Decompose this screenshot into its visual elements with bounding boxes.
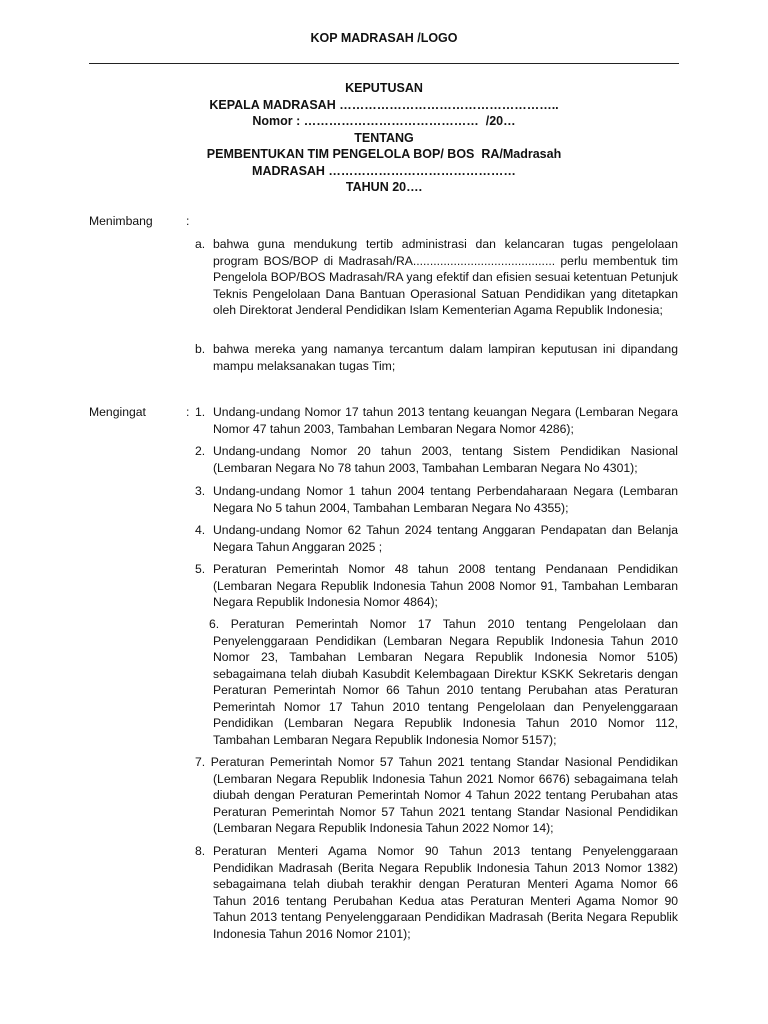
mengingat-item-1 — [195, 404, 678, 437]
menimbang-label: Menimbang — [89, 214, 153, 228]
item-text: Undang-undang Nomor 1 tahun 2004 tentang Perbendaharaan Negara (Lembaran Negara No 5 tahun 2004, Tambahan Lembaran Negara No 4355); — [213, 484, 678, 515]
title-line: TENTANG — [354, 130, 414, 145]
title-line: KEPUTUSAN — [345, 81, 423, 95]
mengingat-item-7 — [195, 754, 678, 837]
mengingat-colon: : — [186, 405, 190, 419]
item-number: 7. — [195, 755, 206, 769]
item-text: Undang-undang Nomor 20 tahun 2003, tentang Sistem Pendidikan Nasional (Lembaran Negara No 78 tahun 2003, Tambahan Lembaran Negara No 4301); — [213, 444, 678, 475]
item-text: Undang-undang Nomor 17 tahun 2013 tentang keuangan Negara (Lembaran Negara Nomor 47 tahun 2003, Tambahan Lembaran Negara Nomor 4286); — [213, 405, 678, 436]
mengingat-item-4 — [195, 522, 678, 555]
mengingat-item-6 — [195, 616, 678, 748]
item-text: bahwa guna mendukung tertib administrasi dan kelancaran tugas pengelolaan program BOS/BOP di Madrasah/RA.......................................... perlu membentuk tim Pengelola BOP/BOS Madrasah/RA yang efektif dan efisien sesuai ketentuan Petunjuk Teknis Pengelolaan Dana Bantuan Operasional Satuan Pendidikan yang ditetapkan oleh Direktorat Jenderal Pendidikan Islam Kementerian Agama Republik Indonesia; — [213, 237, 678, 317]
header-divider — [89, 63, 679, 64]
item-text — [209, 616, 678, 748]
item-number: 5. — [195, 562, 206, 576]
item-text: Peraturan Menteri Agama Nomor 90 Tahun 2013 tentang Penyelenggaraan Pendidikan Madrasah (Berita Negara Republik Indonesia Tahun 2013 Nomor 1382) sebagaimana telah diubah terakhir dengan Peraturan Menteri Agama Nomor 66 Tahun 2016 tentang Perubahan Kedua atas Peraturan Menteri Agama Nomor 90 Tahun 2013 tentang Penyelenggaraan Pendidikan Madrasah (Berita Negara Republik Indonesia Tahun 2016 Nomor 2101); — [213, 844, 678, 941]
item-text: Peraturan Pemerintah Nomor 48 tahun 2008 tentang Pendanaan Pendidikan (Lembaran Negara Republik Indonesia Tahun 2008 Nomor 91, Tambahan Lembaran Negara Republik Indonesia Nomor 4864); — [213, 562, 678, 609]
title-line: KEPALA MADRASAH …………………………………………….. — [209, 97, 559, 112]
menimbang-item-b — [195, 341, 678, 374]
mengingat-item-3 — [195, 483, 678, 516]
menimbang-item-a — [195, 236, 678, 319]
item-number: 2. — [195, 444, 206, 458]
mengingat-label: Mengingat — [89, 405, 146, 419]
mengingat-item-5 — [195, 561, 678, 611]
mengingat-item-2 — [195, 443, 678, 476]
item-number: 1. — [195, 405, 206, 419]
item-text: Undang-undang Nomor 62 Tahun 2024 tentang Anggaran Pendapatan dan Belanja Negara Tahun Anggaran 2025 ; — [213, 523, 678, 554]
title-line: MADRASAH ……………………………………… — [252, 163, 516, 178]
item-number: a. — [195, 237, 206, 251]
title-line: PEMBENTUKAN TIM PENGELOLA BOP/ BOS RA/Madrasah — [206, 147, 562, 161]
item-text — [195, 754, 679, 837]
item-body: Peraturan Pemerintah Nomor 57 Tahun 2021 tentang Standar Nasional Pendidikan (Lembaran Negara Republik Indonesia Tahun 2021 Nomor 6676) sebagaimana telah diubah dengan Peraturan Pemerintah Nomor 4 Tahun 2022 tentang Perubahan atas Peraturan Pemerintah Nomor 57 Tahun 2021 tentang Standar Nasional Pendidikan (Lembaran Negara Republik Indonesia Tahun 2022 Nomor 14); — [210, 755, 679, 835]
item-number: 4. — [195, 523, 206, 537]
item-body: Peraturan Pemerintah Nomor 17 Tahun 2010 tentang Pengelolaan dan Penyelenggaraan Pendidikan (Lembaran Negara Republik Indonesia Tahun 2010 Nomor 23, Tambahan Lembaran Negara Republik Indonesia Nomor 5105) sebagaimana telah diubah Kasubdit Kelembagaan Direktur KSKK Sekretaris dengan Peraturan Pemerintah Nomor 66 Tahun 2010 tentang Perubahan atas Peraturan Pemerintah Nomor 17 Tahun 2010 tentang Pengelolaan dan Penyelenggaraan Pendidikan (Lembaran Negara Republik Indonesia Tahun 2010 Nomor 112, Tambahan Lembaran Negara Republik Indonesia Nomor 5157); — [213, 617, 678, 747]
item-number: 6. — [209, 617, 220, 631]
item-number: 3. — [195, 484, 206, 498]
letterhead-placeholder: KOP MADRASAH /LOGO — [310, 31, 458, 45]
item-text: bahwa mereka yang namanya tercantum dalam lampiran keputusan ini dipandang mampu melaksanakan tugas Tim; — [213, 342, 678, 373]
item-number: b. — [195, 342, 206, 356]
title-line: Nomor : …………………………………… /20… — [252, 114, 516, 128]
title-line: TAHUN 20…. — [345, 180, 423, 194]
item-number: 8. — [195, 844, 206, 858]
menimbang-colon: : — [186, 214, 190, 228]
decree-title — [89, 80, 679, 196]
mengingat-item-8 — [195, 843, 678, 942]
